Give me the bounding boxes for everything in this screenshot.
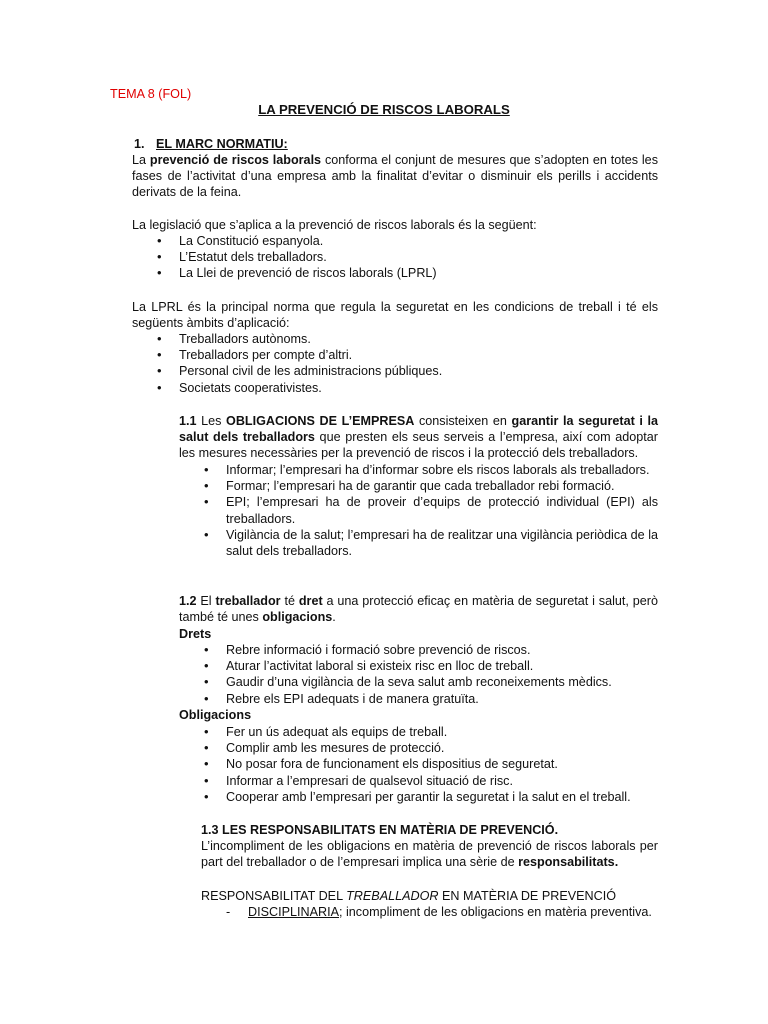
list-item: • Gaudir d’una vigilància de la seva salut amb reconeixements mèdics. [226,674,666,690]
list-item: • Informar a l’empresari de qualsevol situació de risc. [226,773,666,789]
list-item: • Fer un ús adequat als equips de treball. [226,724,666,740]
rights-heading: Drets [179,627,212,641]
employer-obligations-list [226,462,658,559]
section-1-1-paragraph: 1.1 Les OBLIGACIONS DE L’EMPRESA consisteixen en garantir la seguretat i la salut dels treballadors que presten els seus serveis a l’empresa, així com adoptar les mesures necessàries per la prevenció de riscos i la protecció dels treballadors. [179,414,658,461]
section-heading: EL MARC NORMATIU: [156,137,288,151]
section-1-2-paragraph: 1.2 El treballador té dret a una protecció eficaç en matèria de seguretat i salut, però també té unes obligacions. [179,594,658,625]
list-item: • Societats cooperativistes. [179,380,659,396]
list-item: • Rebre informació i formació sobre prevenció de riscos. [226,642,666,658]
list-item: • La Constitució espanyola. [179,233,659,249]
list-item: • Cooperar amb l’empresari per garantir la seguretat i la salut en el treball. [226,789,666,805]
list-item: • Aturar l’activitat laboral si existeix risc en lloc de treball. [226,658,666,674]
rights-list [226,642,666,707]
legislation-list [179,233,659,282]
section-number: 1. [134,137,145,151]
section-1-3-heading: 1.3 LES RESPONSABILITATS EN MATÈRIA DE PREVENCIÓ. [201,823,559,837]
worker-responsibility-heading: RESPONSABILITAT DEL TREBALLADOR EN MATÈRIA DE PREVENCIÓ [201,889,617,903]
list-item: • No posar fora de funcionament els dispositius de seguretat. [226,756,666,772]
list-item: - DISCIPLINARIA; incompliment de les obligacions en matèria preventiva. [248,904,668,920]
list-item: • La Llei de prevenció de riscos laborals (LPRL) [179,265,659,281]
list-item: • Treballadors autònoms. [179,331,659,347]
page-title: LA PREVENCIÓ DE RISCOS LABORALS [258,102,510,117]
list-item: • Personal civil de les administracions públiques. [179,363,659,379]
legislation-intro: La legislació que s’aplica a la prevenció de riscos laborals és la següent: [132,218,537,232]
list-item: • Informar; l’empresari ha d’informar sobre els riscos laborals als treballadors. [226,462,658,478]
obligations-heading: Obligacions [179,708,252,722]
list-item: • Vigilància de la salut; l’empresari ha de realitzar una vigilància periòdica de la salut dels treballadors. [226,527,658,559]
lprl-paragraph: La LPRL és la principal norma que regula la seguretat en les condicions de treball i té els següents àmbits d’aplicació: [132,300,658,331]
list-item: • Complir amb les mesures de protecció. [226,740,666,756]
list-item: • Rebre els EPI adequats i de manera gratuïta. [226,691,666,707]
responsibility-list [248,904,668,920]
tema-label: TEMA 8 (FOL) [110,87,192,101]
list-item: • Treballadors per compte d’altri. [179,347,659,363]
list-item: • EPI; l’empresari ha de proveir d’equips de protecció individual (EPI) als treballadors. [226,494,658,526]
worker-obligations-list [226,724,666,805]
list-item: • Formar; l’empresari ha de garantir que cada treballador rebi formació. [226,478,658,494]
intro-paragraph: La prevenció de riscos laborals conforma el conjunt de mesures que s’adopten en totes les fases de l’activitat d’una empresa amb la finalitat d’evitar o disminuir els perills i accidents derivats de la feina. [132,153,658,200]
scope-list [179,331,659,396]
list-item: • L’Estatut dels treballadors. [179,249,659,265]
section-1-3-paragraph: L’incompliment de les obligacions en matèria de prevenció de riscos laborals per part del treballador o de l’empresari implica una sèrie de responsabilitats. [201,839,658,870]
